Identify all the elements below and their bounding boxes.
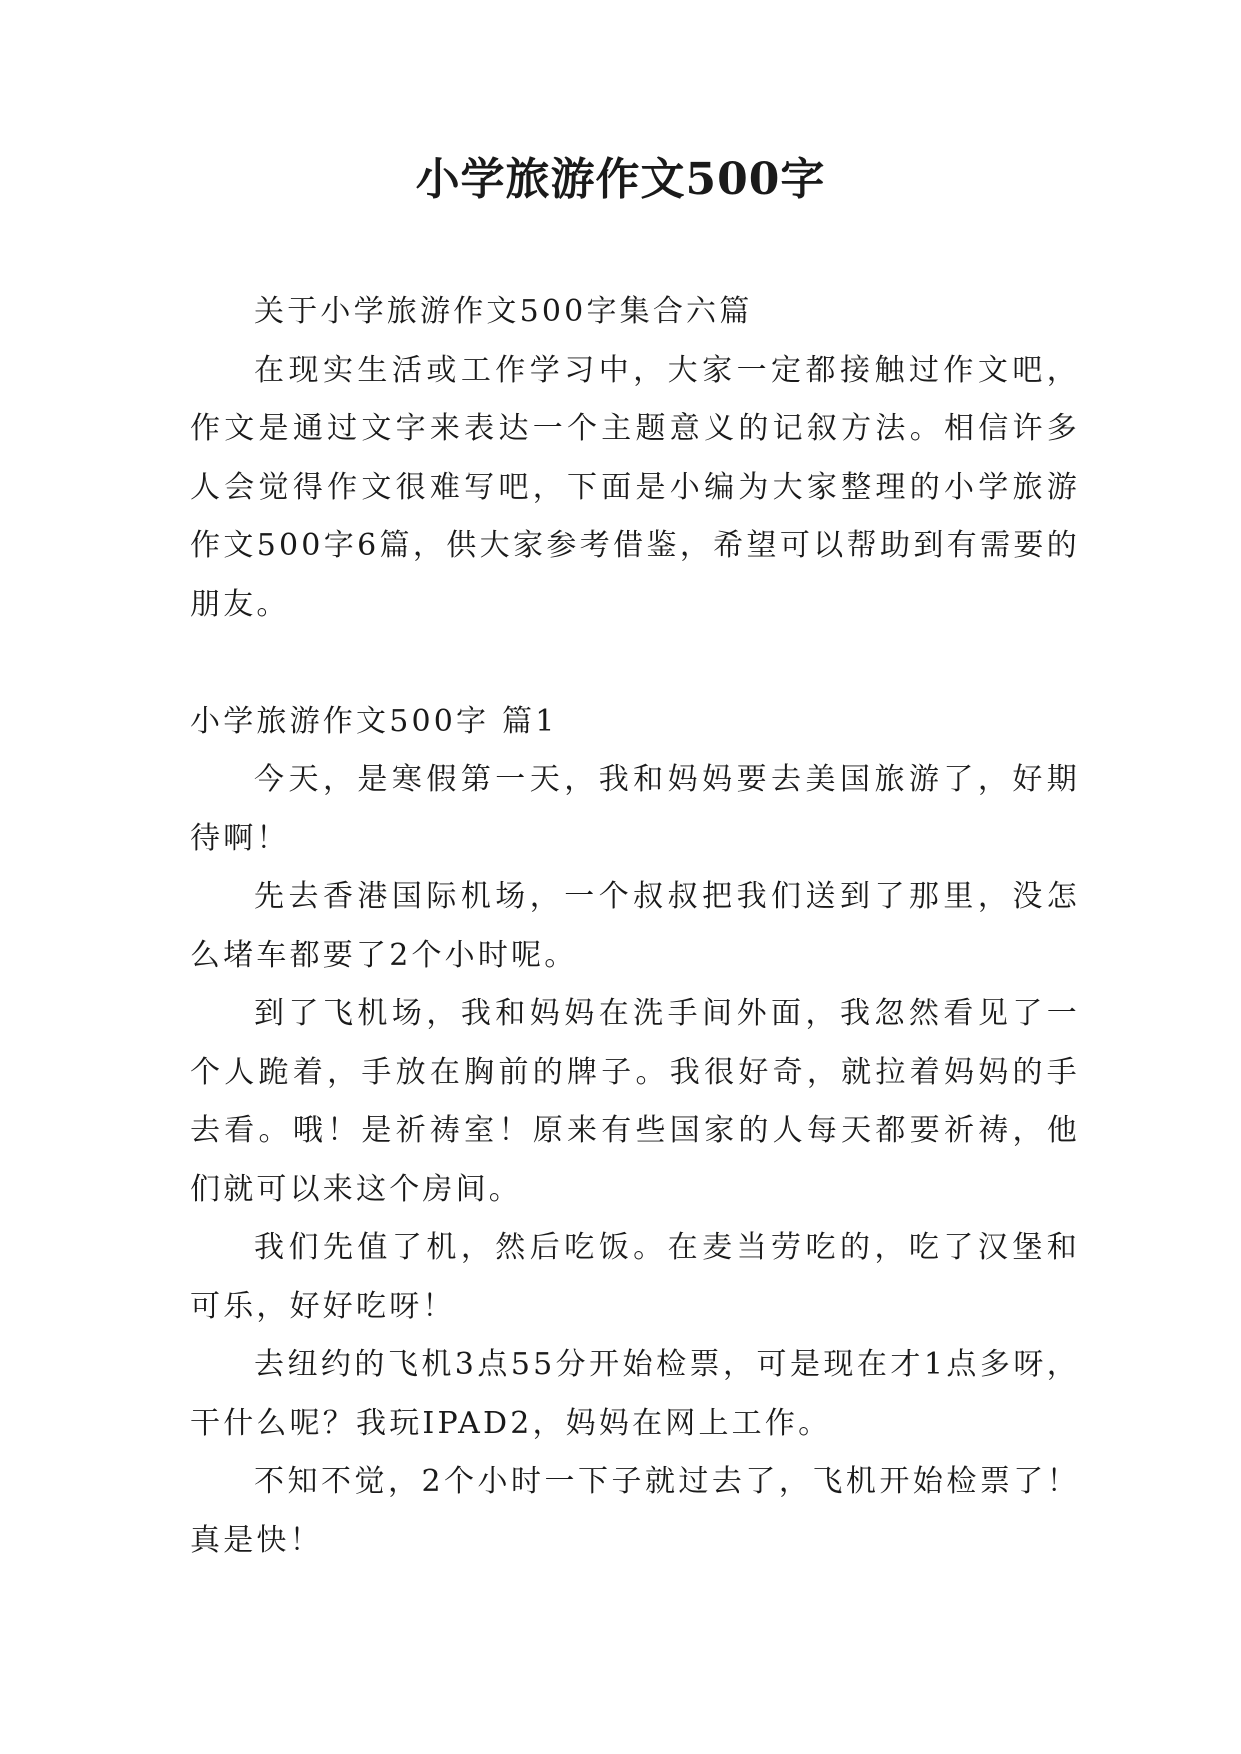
body-paragraph: 我们先值了机，然后吃饭。在麦当劳吃的，吃了汉堡和可乐，好好吃呀！	[190, 1230, 1080, 1324]
body-paragraph: 先去香港国际机场，一个叔叔把我们送到了那里，没怎么堵车都要了2个小时呢。	[190, 879, 1080, 973]
section-heading: 小学旅游作文500字 篇1	[190, 703, 558, 739]
section-spacer	[190, 634, 1080, 693]
body-paragraph: 去纽约的飞机3点55分开始检票，可是现在才1点多呀，干什么呢？我玩IPAD2，妈妈在网上工作。	[190, 1347, 1080, 1441]
intro-heading: 关于小学旅游作文500字集合六篇	[254, 294, 753, 329]
body-paragraph: 到了飞机场，我和妈妈在洗手间外面，我忽然看见了一个人跪着，手放在胸前的牌子。我很好奇，就拉着妈妈的手去看。哦！是祈祷室！原来有些国家的人每天都要祈祷，他们就可以来这个房间。	[190, 996, 1080, 1207]
body-paragraph: 今天，是寒假第一天，我和妈妈要去美国旅游了，好期待啊！	[190, 762, 1080, 856]
document-body	[190, 283, 1080, 1570]
document-title: 小学旅游作文500字	[415, 154, 826, 205]
body-paragraph: 不知不觉，2个小时一下子就过去了，飞机开始检票了！真是快！	[190, 1464, 1080, 1558]
intro-paragraph: 在现实生活或工作学习中，大家一定都接触过作文吧，作文是通过文字来表达一个主题意义的记叙方法。相信许多人会觉得作文很难写吧，下面是小编为大家整理的小学旅游作文500字6篇，供大家参考借鉴，希望可以帮助到有需要的朋友。	[190, 352, 1080, 622]
